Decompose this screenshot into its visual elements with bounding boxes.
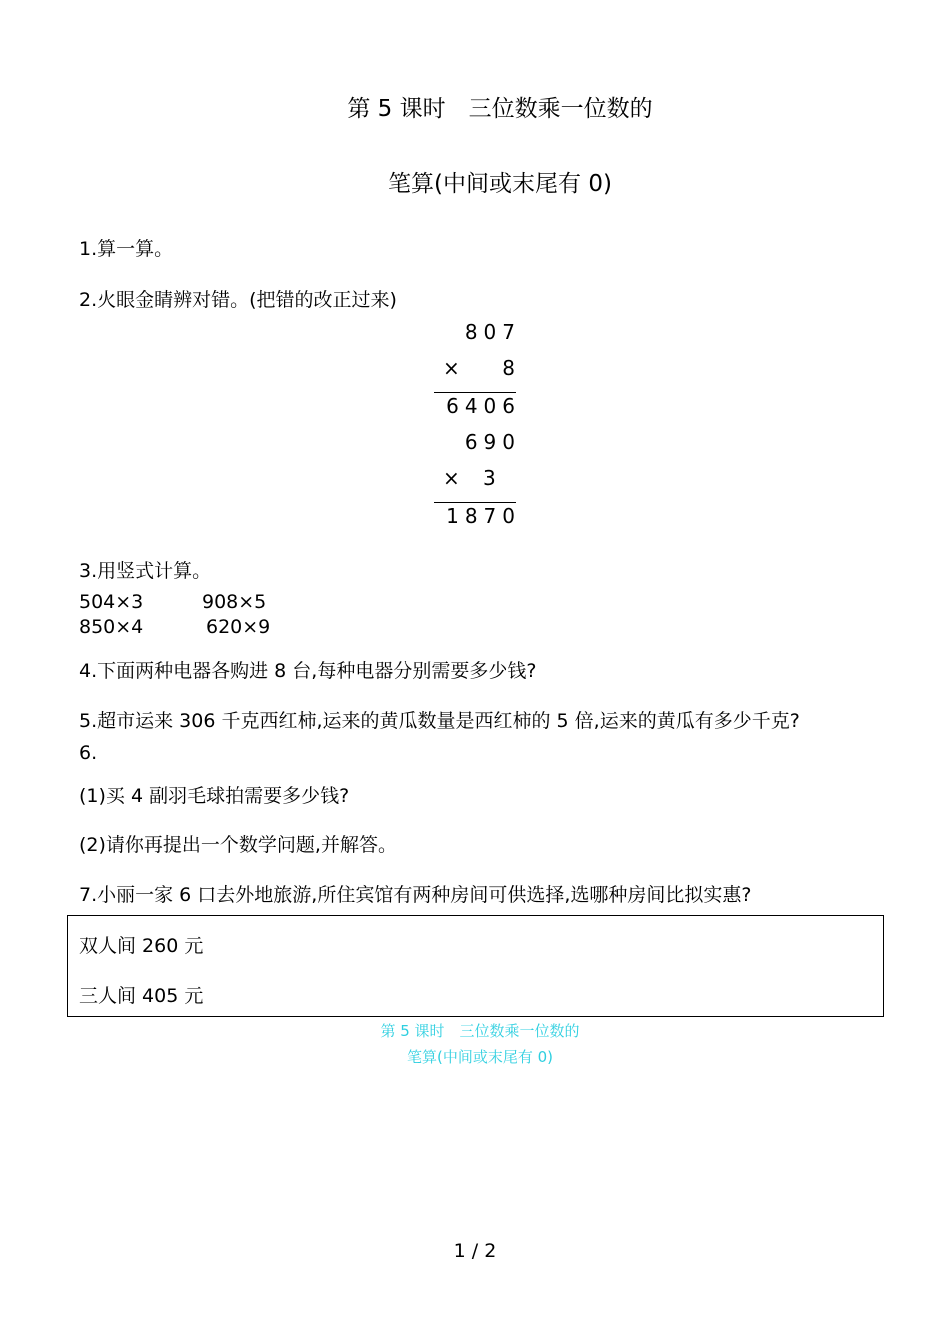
question-5: 5.超市运来 306 千克西红柿,运来的黄瓜数量是西红柿的 5 倍,运来的黄瓜有多少千克? bbox=[79, 710, 800, 732]
calc1-divider bbox=[434, 392, 516, 393]
footer-title-line2: 笔算(中间或末尾有 0) bbox=[406, 1048, 554, 1066]
question-3: 3.用竖式计算。 bbox=[79, 560, 212, 582]
calc1-multiplier: 8 bbox=[502, 356, 521, 380]
question-2: 2.火眼金睛辨对错。(把错的改正过来) bbox=[79, 289, 397, 311]
calc1-multiplicand: 807 bbox=[464, 320, 521, 344]
calc2-times-sign: × bbox=[443, 466, 460, 490]
calc2-multiplier: 3 bbox=[483, 466, 496, 490]
triple-room-price: 三人间 405 元 bbox=[79, 985, 204, 1007]
q3-item-3: 850×4 bbox=[79, 616, 144, 638]
q3-item-1: 504×3 bbox=[79, 591, 144, 613]
footer-title-line1: 第 5 课时 三位数乘一位数的 bbox=[380, 1022, 580, 1040]
question-1: 1.算一算。 bbox=[79, 238, 174, 260]
question-6-part-1: (1)买 4 副羽毛球拍需要多少钱? bbox=[79, 785, 350, 807]
question-4: 4.下面两种电器各购进 8 台,每种电器分别需要多少钱? bbox=[79, 660, 537, 682]
room-price-box bbox=[67, 915, 884, 1017]
calc2-result: 1870 bbox=[446, 504, 521, 528]
page-title-line1: 第 5 课时 三位数乘一位数的 bbox=[347, 96, 653, 122]
page-title-line2: 笔算(中间或末尾有 0) bbox=[388, 171, 612, 197]
calc2-multiplicand: 690 bbox=[464, 430, 521, 454]
calc1-times-sign: × bbox=[443, 356, 460, 380]
question-6-part-2: (2)请你再提出一个数学问题,并解答。 bbox=[79, 834, 397, 856]
q3-item-4: 620×9 bbox=[206, 616, 271, 638]
calc2-divider bbox=[434, 502, 516, 503]
question-6: 6. bbox=[79, 742, 98, 764]
page-number: 1 / 2 bbox=[453, 1240, 497, 1262]
question-7: 7.小丽一家 6 口去外地旅游,所住宾馆有两种房间可供选择,选哪种房间比拟实惠? bbox=[79, 884, 752, 906]
double-room-price: 双人间 260 元 bbox=[79, 935, 204, 957]
q3-item-2: 908×5 bbox=[202, 591, 267, 613]
calc1-result: 6406 bbox=[446, 394, 521, 418]
